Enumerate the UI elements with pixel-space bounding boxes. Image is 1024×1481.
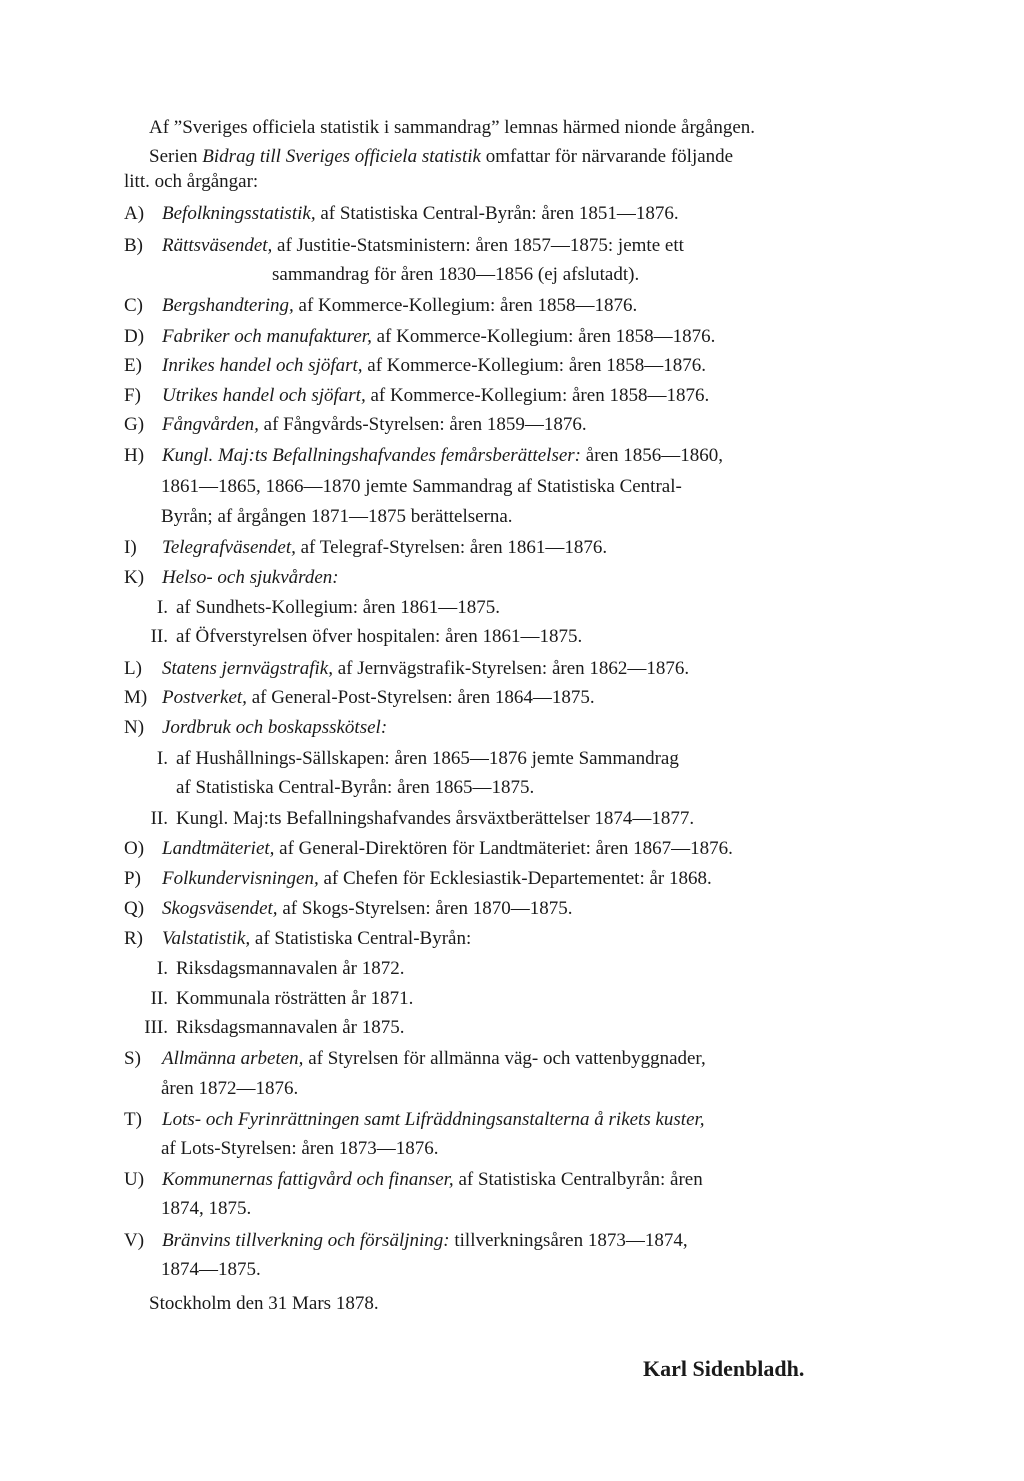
entry-title: Landtmäteriet,	[162, 838, 275, 859]
entry-letter: V)	[124, 1230, 145, 1251]
intro-line-1: Af ”Sveriges officiela statistik i sammandrag” lemnas härmed nionde årgången.	[149, 117, 756, 138]
sub-text: Riksdagsmannavalen år 1872.	[176, 958, 405, 979]
entry-b-continuation: sammandrag för åren 1830—1856 (ej afslutadt).	[272, 264, 640, 285]
entry-o	[124, 837, 733, 861]
entry-text: af Kommerce-Kollegium: åren 1858—1876.	[365, 385, 710, 406]
sub-numeral: II.	[150, 988, 168, 1009]
sub-numeral: II.	[150, 626, 168, 647]
sub-numeral: I.	[156, 958, 168, 979]
entry-title: Inrikes handel och sjöfart,	[162, 355, 363, 376]
entry-title: Folkundervisningen,	[162, 868, 319, 889]
entry-text: af Styrelsen för allmänna väg- och vattenbyggnader,	[303, 1048, 706, 1069]
entry-letter: O)	[124, 838, 145, 859]
entry-q	[124, 897, 573, 921]
sub-text: af Sundhets-Kollegium: åren 1861—1875.	[176, 597, 501, 618]
entry-text: af General-Post-Styrelsen: åren 1864—1875.	[246, 687, 595, 708]
entry-title: Telegrafväsendet,	[162, 537, 296, 558]
entry-letter: G)	[124, 414, 145, 435]
sub-numeral: III.	[144, 1017, 168, 1038]
entry-title: Jordbruk och boskapsskötsel:	[162, 717, 388, 738]
intro-line-2	[149, 145, 733, 169]
sub-text: Riksdagsmannavalen år 1875.	[176, 1017, 405, 1038]
entry-title: Valstatistik,	[162, 928, 251, 949]
entry-text: tillverkningsåren 1873—1874,	[449, 1230, 688, 1251]
entry-letter: S)	[124, 1048, 141, 1069]
entry-h-continuation-1: 1861—1865, 1866—1870 jemte Sammandrag af Statistiska Central-	[161, 476, 682, 497]
entry-text: af Kommerce-Kollegium: åren 1858—1876.	[362, 355, 707, 376]
entry-r-sub-3	[122, 1016, 404, 1040]
entry-letter: C)	[124, 295, 143, 316]
entry-m	[124, 686, 595, 710]
entry-title: Skogsväsendet,	[162, 898, 278, 919]
entry-letter: Q)	[124, 898, 145, 919]
entry-title: Kommunernas fattigvård och finanser,	[162, 1169, 454, 1190]
entry-n-sub-2	[122, 807, 694, 831]
entry-letter: N)	[124, 717, 145, 738]
entry-r-sub-2	[122, 987, 413, 1011]
entry-text: af Kommerce-Kollegium: åren 1858—1876.	[293, 295, 638, 316]
sub-text: Kungl. Maj:ts Befallningshafvandes årsväxtberättelser 1874—1877.	[176, 808, 695, 829]
sub-text: af Hushållnings-Sällskapen: åren 1865—1876 jemte Sammandrag	[176, 748, 679, 769]
entry-letter: I)	[124, 537, 137, 558]
entry-t	[124, 1108, 705, 1132]
entry-title: Bränvins tillverkning och försäljning:	[162, 1230, 450, 1251]
entry-letter: D)	[124, 326, 145, 347]
entry-title: Lots- och Fyrinrättningen samt Lifräddningsanstalterna å rikets kuster,	[162, 1109, 705, 1130]
entry-title: Postverket,	[162, 687, 247, 708]
entry-u	[124, 1168, 703, 1192]
entry-title: Fabriker och manufakturer,	[162, 326, 372, 347]
entry-l	[124, 657, 689, 681]
entry-v	[124, 1229, 688, 1253]
entry-text: af Jernvägstrafik-Styrelsen: åren 1862—1876.	[332, 658, 690, 679]
entry-d	[124, 325, 715, 349]
intro-line-3: litt. och årgångar:	[124, 171, 259, 192]
entry-title: Rättsväsendet,	[162, 235, 273, 256]
entry-text: af Statistiska Centralbyrån: åren	[453, 1169, 703, 1190]
entry-letter: H)	[124, 445, 145, 466]
entry-letter: T)	[124, 1109, 142, 1130]
entry-letter: L)	[124, 658, 142, 679]
entry-text: af Fångvårds-Styrelsen: åren 1859—1876.	[258, 414, 587, 435]
entry-title: Befolkningsstatistik,	[162, 203, 316, 224]
entry-p	[124, 867, 712, 891]
entry-letter: R)	[124, 928, 143, 949]
entry-c	[124, 294, 637, 318]
entry-letter: K)	[124, 567, 145, 588]
entry-letter: M)	[124, 687, 148, 708]
sub-numeral: I.	[156, 597, 168, 618]
entry-a	[124, 202, 679, 226]
entry-k-sub-2	[122, 625, 582, 649]
sub-numeral: II.	[150, 808, 168, 829]
entry-f	[124, 384, 709, 408]
intro-line-2-post: omfattar för närvarande följande	[480, 146, 734, 167]
entry-r	[124, 927, 471, 951]
entry-h	[124, 444, 723, 468]
entry-text: af General-Direktören för Landtmäteriet: åren 1867—1876.	[274, 838, 733, 859]
entry-letter: B)	[124, 235, 143, 256]
entry-s	[124, 1047, 706, 1071]
signature: Karl Sidenbladh.	[643, 1356, 805, 1381]
entry-letter: U)	[124, 1169, 145, 1190]
sub-numeral: I.	[156, 748, 168, 769]
sub-text: Kommunala rösträtten år 1871.	[176, 988, 414, 1009]
place-date: Stockholm den 31 Mars 1878.	[149, 1293, 379, 1314]
entry-text: af Chefen för Ecklesiastik-Departementet: år 1868.	[318, 868, 712, 889]
entry-k	[124, 566, 339, 590]
entry-text: af Statistiska Central-Byrån:	[250, 928, 472, 949]
entry-n-sub-1-continuation: af Statistiska Central-Byrån: åren 1865—1875.	[176, 777, 535, 798]
sub-text: af Öfverstyrelsen öfver hospitalen: åren 1861—1875.	[176, 626, 583, 647]
entry-s-continuation: åren 1872—1876.	[161, 1078, 299, 1099]
entry-text: af Statistiska Central-Byrån: åren 1851—1876.	[315, 203, 679, 224]
entry-t-continuation: af Lots-Styrelsen: åren 1873—1876.	[161, 1138, 439, 1159]
entry-text: af Skogs-Styrelsen: åren 1870—1875.	[277, 898, 573, 919]
entry-r-sub-1	[122, 957, 404, 981]
entry-h-continuation-2: Byrån; af årgången 1871—1875 berättelserna.	[161, 506, 513, 527]
entry-n	[124, 716, 387, 740]
entry-letter: A)	[124, 203, 145, 224]
series-title: Bidrag till Sveriges officiela statistik	[202, 146, 481, 167]
entry-n-sub-1	[122, 747, 679, 771]
entry-title: Helso- och sjukvården:	[162, 567, 339, 588]
entry-text: af Telegraf-Styrelsen: åren 1861—1876.	[295, 537, 608, 558]
entry-letter: F)	[124, 385, 141, 406]
entry-text: åren 1856—1860,	[581, 445, 723, 466]
entry-b	[124, 234, 684, 258]
entry-title: Bergshandtering,	[162, 295, 294, 316]
entry-u-continuation: 1874, 1875.	[161, 1198, 252, 1219]
entry-title: Statens jernvägstrafik,	[162, 658, 333, 679]
entry-title: Allmänna arbeten,	[162, 1048, 304, 1069]
intro-line-2-pre: Serien	[149, 146, 203, 167]
entry-g	[124, 413, 587, 437]
entry-e	[124, 354, 706, 378]
entry-title: Fångvården,	[162, 414, 259, 435]
entry-k-sub-1	[122, 596, 500, 620]
entry-text: af Justitie-Statsministern: åren 1857—1875: jemte ett	[272, 235, 684, 256]
entry-letter: P)	[124, 868, 141, 889]
entry-text: af Kommerce-Kollegium: åren 1858—1876.	[371, 326, 716, 347]
entry-title: Utrikes handel och sjöfart,	[162, 385, 366, 406]
entry-i	[124, 536, 607, 560]
entry-v-continuation: 1874—1875.	[161, 1259, 261, 1280]
entry-letter: E)	[124, 355, 142, 376]
entry-title: Kungl. Maj:ts Befallningshafvandes femårsberättelser:	[162, 445, 582, 466]
